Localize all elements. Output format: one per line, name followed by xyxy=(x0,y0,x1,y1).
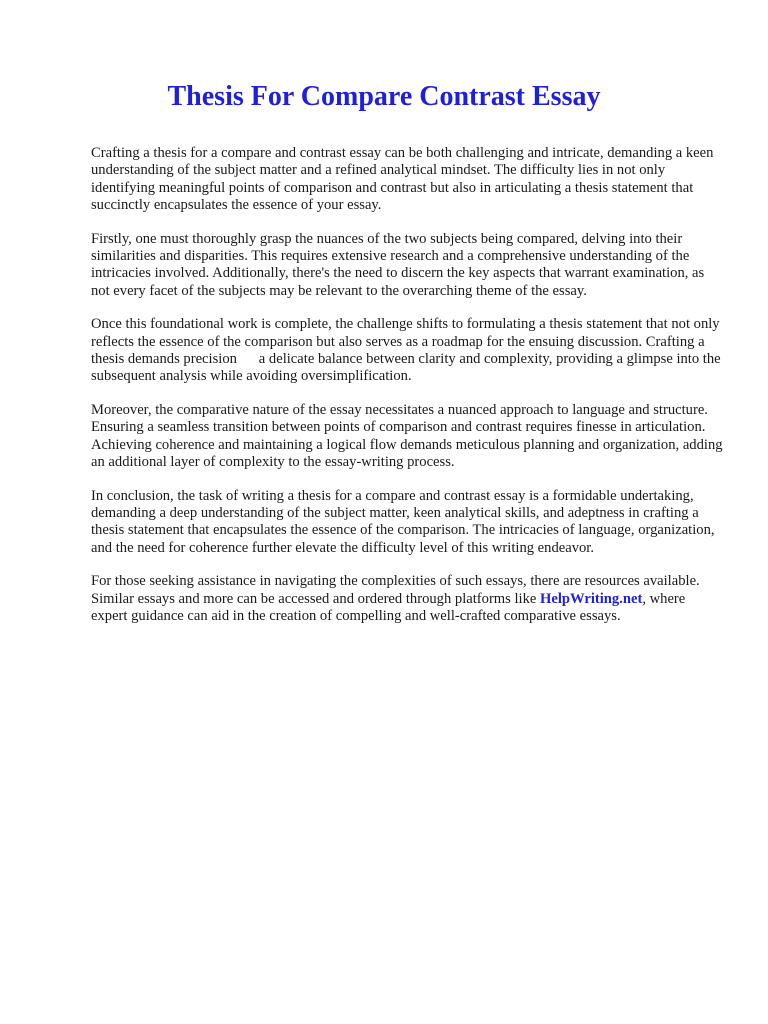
assistance-text-after: , where expert guidance can aid in the creation of compelling and well-crafted comparative essays. xyxy=(91,590,686,624)
paragraph-assistance xyxy=(91,573,723,625)
document-body xyxy=(91,145,723,641)
document-title: Thesis For Compare Contrast Essay xyxy=(167,81,601,112)
paragraph-subjects: Firstly, one must thoroughly grasp the nuances of the two subjects being compared, delving into their similarities and disparities. This requires extensive research and a comprehensive understanding of the intricacies involved. Additionally, there's the need to discern the key aspects that warrant examination, as not every facet of the subjects may be relevant to the overarching theme of the essay. xyxy=(91,230,705,299)
paragraph-intro: Crafting a thesis for a compare and contrast essay can be both challenging and intricate, demanding a keen understanding of the subject matter and a refined analytical mindset. The difficulty lies in not only identifying meaningful points of comparison and contrast but also in articulating a thesis statement that succinctly encapsulates the essence of your essay. xyxy=(91,145,714,214)
paragraph-formulating: Once this foundational work is complete, the challenge shifts to formulating a thesis statement that not only reflects the essence of the comparison but also serves as a roadmap for the ensuing discussion. Crafting a thesis demands precision a delicate balance between clarity and complexity, providing a glimpse into the subsequent analysis while avoiding oversimplification. xyxy=(91,316,721,385)
helpwriting-link[interactable]: HelpWriting.net xyxy=(540,590,643,607)
paragraph-language: Moreover, the comparative nature of the essay necessitates a nuanced approach to language and structure. Ensuring a seamless transition between points of comparison and contrast requires finesse in articulation. Achieving coherence and maintaining a logical flow demands meticulous planning and organization, adding an additional layer of complexity to the essay-writing process. xyxy=(91,401,723,471)
paragraph-conclusion: In conclusion, the task of writing a thesis for a compare and contrast essay is a formidable undertaking, demanding a deep understanding of the subject matter, keen analytical skills, and adeptness in crafting a thesis statement that encapsulates the essence of the comparison. The intricacies of language, organization, and the need for coherence further elevate the difficulty level of this writing endeavor. xyxy=(91,487,715,556)
assistance-text-before: For those seeking assistance in navigating the complexities of such essays, there are resources available. Similar essays and more can be accessed and ordered through platforms like xyxy=(91,573,700,607)
